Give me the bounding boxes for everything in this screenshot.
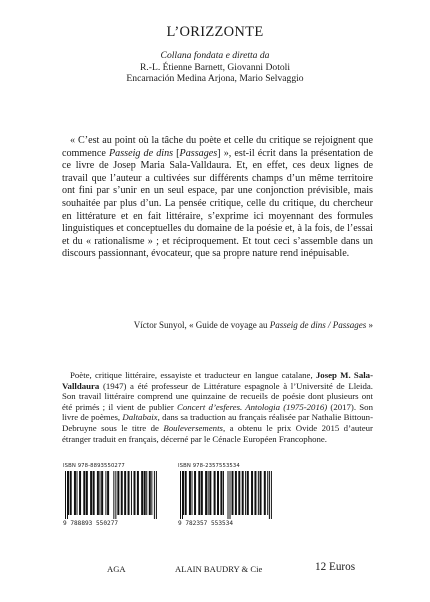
series-editors-line-2: Encarnación Medina Arjona, Mario Selvaggio [126, 73, 304, 84]
barcode-icon [63, 471, 173, 519]
bio-text-4: , dans sa traduction au français réalisée par Nathalie Bittoun-Debruyne sous le titre de [62, 412, 373, 433]
quote-attribution [62, 320, 373, 330]
barcode-icon [178, 471, 288, 519]
bio-text-5: , a obtenu le prix Ovide 2015 d’auteur étranger traduit en français, décerné par le Cénacle Européen Francophone. [62, 422, 373, 444]
publisher-aga: AGA [107, 564, 126, 574]
bio-text-1: Poète, critique littéraire, essayiste et traducteur en langue catalane, [70, 370, 316, 380]
quote-book-title: Passeig de dins [108, 147, 174, 159]
quote-paragraph [62, 135, 373, 261]
series-subtitle: Collana fondata e diretta da [160, 50, 270, 61]
series-header [0, 24, 430, 85]
attribution-text: Víctor Sunyol, « Guide de voyage au [133, 320, 270, 330]
series-editors-line-1: R.-L. Étienne Barnett, Giovanni Dotoli [139, 61, 290, 73]
bio-book-1: Concert d’esferes. Antologia (1975-2016) [176, 401, 328, 412]
bio-book-2: Daltabaix [122, 412, 158, 423]
price: 12 Euros [315, 561, 356, 573]
quote-text-1: « C’est au point où la tâche du poète et celle du critique se rejoignent que commence [62, 135, 373, 159]
quote-text-3: ] », est-il écrit dans la présentation de ce livre de Josep Maria Sala-Valldaura. Et, en effet, ces deux lignes de travail que l’auteur a cultivées sur différents champs d’un même territoire ont fini par s’unir en un seul espace, par une conjonction prévisible, mais souhaitée par plus d’un. La pensée critique, celle du critique, du chercheur en littérature et en fait littéraire, s’exprime ici moyennant des formules linguistiques et conceptuelles du domaine de la poésie et, à la fois, de l’essai et du « rationalisme » ; et réciproquement. Et tout ceci s’assemble dans un discours passionnant, évocateur, que sa propre nature rend inépuisable. [62, 147, 373, 260]
attribution-close: » [366, 320, 373, 330]
barcode-digits: 9 782357 553534 [178, 520, 234, 527]
quote-text-2: [ [173, 147, 180, 159]
barcode-digits: 9 788893 550277 [63, 520, 119, 527]
author-bio [62, 370, 373, 444]
bio-text-3: (2017). Son livre de poèmes, [62, 401, 373, 423]
isbn-label: ISBN 978-8893550277 [63, 463, 125, 469]
barcode-aga [63, 463, 173, 527]
author-name: Josep M. Sala-Valldaura [62, 370, 373, 391]
quote-book-title-french: Passages [179, 147, 218, 159]
barcode-alain-baudry [178, 463, 288, 527]
publisher-alain-baudry: ALAIN BAUDRY & Cie [175, 564, 263, 574]
bio-text-2: (1947) a été professeur de Littérature espagnole à l’Université de Lleida. Son travail littéraire comprend une quinzaine de recueils de poésie dont plusieurs ont été primés ; il vient de publier [62, 380, 373, 412]
isbn-label: ISBN 978-2357553534 [178, 463, 240, 469]
attribution-title: Passeig de dins / Passages [269, 320, 367, 330]
bio-book-3: Bouleversements [163, 422, 223, 433]
series-title: L’ORIZZONTE [166, 24, 264, 40]
